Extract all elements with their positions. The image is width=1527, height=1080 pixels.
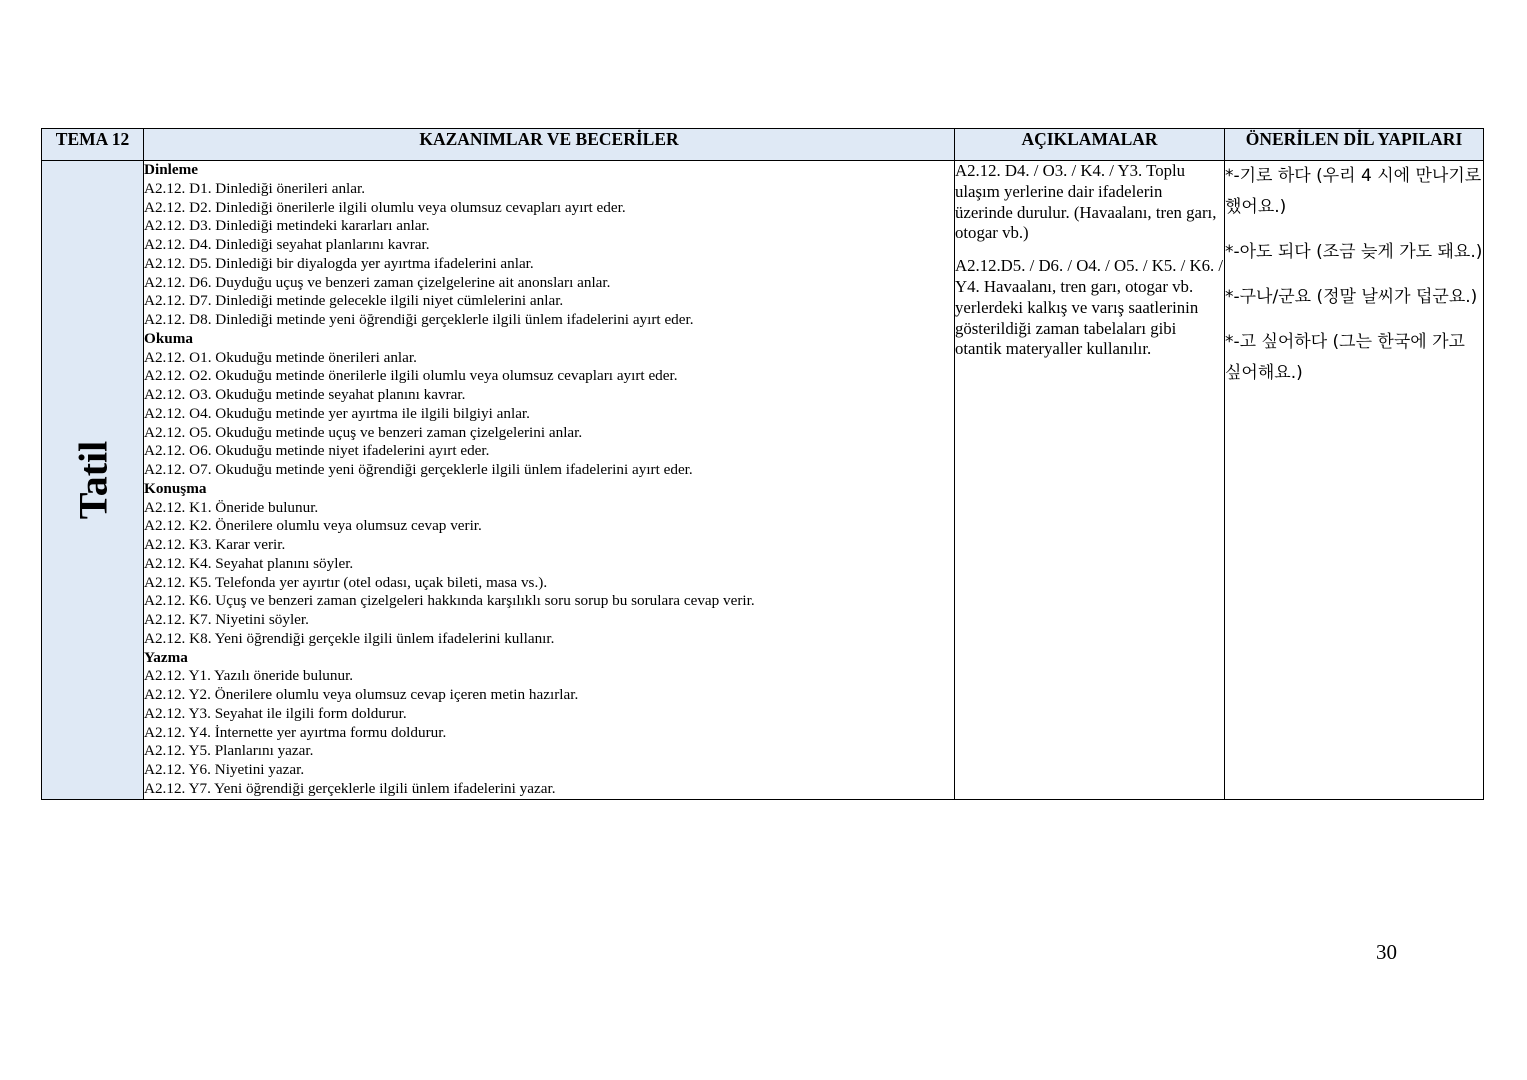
header-outcomes: KAZANIMLAR VE BECERİLER	[144, 129, 955, 161]
theme-cell	[42, 161, 144, 800]
section-writing	[144, 649, 954, 799]
outcome-item: A2.12. D8. Dinlediği metinde yeni öğrendiği gerçeklerle ilgili ünlem ifadelerini ayırt eder.	[144, 311, 694, 328]
section-title: Okuma	[144, 329, 193, 347]
structure-item: *-구나/군요 (정말 날씨가 덥군요.)	[1225, 287, 1478, 307]
note-refs: A2.12.D5. / D6. / O4. / O5. / K5. / K6. / Y4.	[955, 256, 1224, 296]
outcome-item: A2.12. Y6. Niyetini yazar.	[144, 761, 305, 778]
outcome-item: A2.12. D6. Duyduğu uçuş ve benzeri zaman çizelgelerine ait anonsları anlar.	[144, 273, 611, 291]
outcome-item: A2.12. K6. Uçuş ve benzeri zaman çizelgeleri hakkında karşılıklı soru sorup bu sorulara cevap verir.	[144, 592, 755, 610]
outcomes-cell	[144, 161, 955, 800]
header-structures: ÖNERİLEN DİL YAPILARI	[1225, 129, 1484, 161]
note-text: Toplu ulaşım yerlerine dair ifadelerin üzerinde durulur. (Havaalanı, tren garı, otogar vb.)	[955, 161, 1217, 243]
section-listening	[144, 161, 954, 330]
notes-cell	[955, 161, 1225, 800]
page-number: 30	[1376, 940, 1397, 964]
outcome-item: A2.12. O4. Okuduğu metinde yer ayırtma ile ilgili bilgiyi anlar.	[144, 404, 530, 422]
outcome-item: A2.12. O1. Okuduğu metinde önerileri anlar.	[144, 348, 417, 366]
section-title: Dinleme	[144, 161, 198, 178]
outcome-item: A2.12. D5. Dinlediği bir diyalogda yer ayırtma ifadelerini anlar.	[144, 254, 534, 272]
outcome-item: A2.12. D1. Dinlediği önerileri anlar.	[144, 179, 366, 197]
outcome-item: A2.12. K7. Niyetini söyler.	[144, 611, 309, 628]
structures-cell	[1225, 161, 1484, 800]
outcome-item: A2.12. O3. Okuduğu metinde seyahat planını kavrar.	[144, 386, 466, 403]
section-speaking	[144, 480, 954, 649]
note-refs: A2.12. D4. / O3. / K4. / Y3.	[955, 161, 1143, 180]
section-title: Yazma	[144, 648, 188, 666]
curriculum-table	[41, 128, 1484, 800]
note-block	[955, 161, 1224, 244]
note-text: Havaalanı, tren garı, otogar vb. yerlerdeki kalkış ve varış saatlerinin gösterildiği zaman tabelaları gibi otantik materyaller kullanılır.	[955, 276, 1199, 359]
outcome-item: A2.12. O2. Okuduğu metinde önerilerle ilgili olumlu veya olumsuz cevapları ayırt eder.	[144, 367, 678, 385]
header-row	[42, 129, 1484, 161]
outcome-item: A2.12. Y3. Seyahat ile ilgili form doldurur.	[144, 704, 407, 722]
outcome-item: A2.12. D7. Dinlediği metinde gelecekle ilgili niyet cümlelerini anlar.	[144, 292, 564, 310]
outcome-item: A2.12. D4. Dinlediği seyahat planlarını kavrar.	[144, 236, 430, 253]
outcome-item: A2.12. Y5. Planlarını yazar.	[144, 742, 314, 760]
structure-item: *-고 싶어하다 (그는 한국에 가고 싶어해요.)	[1225, 332, 1465, 383]
note-block	[955, 256, 1224, 360]
outcome-item: A2.12. K3. Karar verir.	[144, 536, 286, 553]
outcome-item: A2.12. Y4. İnternette yer ayırtma formu doldurur.	[144, 723, 447, 741]
header-notes: AÇIKLAMALAR	[955, 129, 1225, 161]
outcome-item: A2.12. O6. Okuduğu metinde niyet ifadelerini ayırt eder.	[144, 442, 490, 460]
outcome-item: A2.12. Y2. Önerilere olumlu veya olumsuz cevap içeren metin hazırlar.	[144, 686, 579, 703]
outcome-item: A2.12. D2. Dinlediği önerilerle ilgili olumlu veya olumsuz cevapları ayırt eder.	[144, 198, 626, 216]
section-title: Konuşma	[144, 479, 207, 497]
outcome-item: A2.12. Y1. Yazılı öneride bulunur.	[144, 667, 354, 685]
outcome-item: A2.12. K1. Öneride bulunur.	[144, 498, 319, 516]
outcome-item: A2.12. D3. Dinlediği metindeki kararları anlar.	[144, 217, 430, 235]
outcome-item: A2.12. K8. Yeni öğrendiği gerçekle ilgili ünlem ifadelerini kullanır.	[144, 629, 555, 647]
content-row	[42, 161, 1484, 800]
header-theme: TEMA 12	[42, 129, 144, 161]
outcome-item: A2.12. K2. Önerilere olumlu veya olumsuz cevap verir.	[144, 517, 482, 535]
outcome-item: A2.12. K5. Telefonda yer ayırtır (otel odası, uçak bileti, masa vs.).	[144, 573, 548, 591]
structure-item: *-기로 하다 (우리 4 시에 만나기로 했어요.)	[1225, 166, 1482, 217]
section-reading	[144, 330, 954, 480]
outcome-item: A2.12. Y7. Yeni öğrendiği gerçeklerle ilgili ünlem ifadelerini yazar.	[144, 779, 556, 797]
outcome-item: A2.12. O7. Okuduğu metinde yeni öğrendiği gerçeklerle ilgili ünlem ifadelerini ayırt eder.	[144, 461, 693, 478]
theme-name: Tatil	[70, 440, 115, 520]
outcome-item: A2.12. O5. Okuduğu metinde uçuş ve benzeri zaman çizelgelerini anlar.	[144, 423, 583, 441]
outcome-item: A2.12. K4. Seyahat planını söyler.	[144, 554, 354, 572]
structure-item: *-아도 되다 (조금 늦게 가도 돼요.)	[1225, 242, 1483, 262]
